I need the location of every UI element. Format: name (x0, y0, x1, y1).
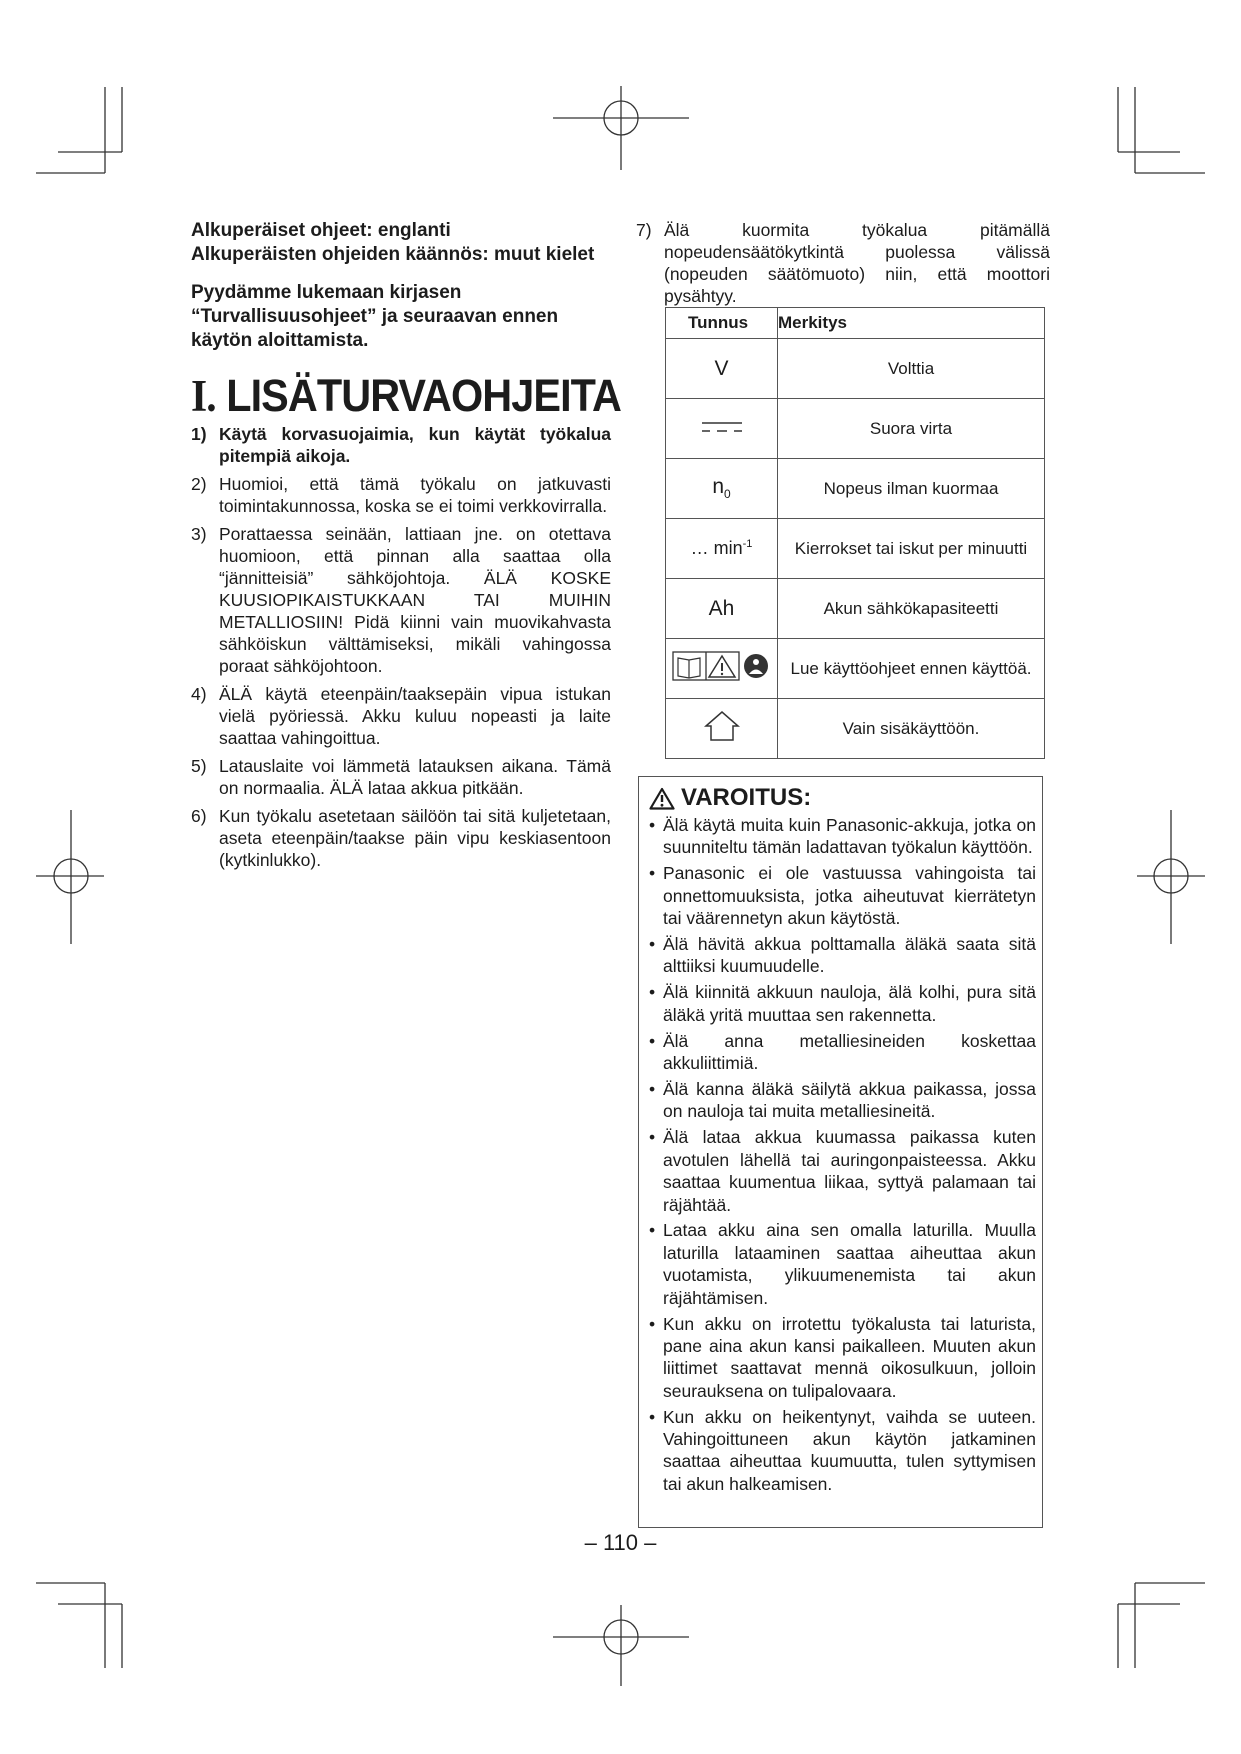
right-column-top (636, 219, 1050, 307)
house-icon (702, 709, 742, 743)
header-meaning: Merkitys (778, 308, 1045, 339)
section-roman: I. (191, 371, 216, 421)
table-row (666, 459, 1045, 519)
item-text: Latauslaite voi lämmetä latauksen aikana. Tämä on normaalia. ÄLÄ lataa akkua pitkään. (219, 756, 611, 798)
warning-list (649, 814, 1036, 1495)
table-row (666, 519, 1045, 579)
list-item (191, 805, 611, 871)
table-row (666, 339, 1045, 399)
item-number: 3) (191, 524, 207, 544)
page-number: – 110 – (584, 1530, 657, 1555)
item-text: Kun työkalu asetetaan säilöön tai sitä kuljetetaan, aseta eteenpäin/taakse päin vipu keskiasentoon (kytkinlukko). (219, 806, 611, 870)
direct-current-icon (666, 399, 778, 459)
item-text: Käytä korvasuojaimia, kun käytät työkalua pitempiä aikoja. (219, 424, 611, 466)
per-minute-symbol (666, 519, 778, 579)
meaning-cell: Lue käyttöohjeet ennen käyttöä. (778, 639, 1045, 699)
per-minute-exponent: -1 (742, 538, 753, 550)
safety-list (191, 423, 611, 871)
read-manual-icons (666, 639, 778, 699)
meaning-cell: Volttia (778, 339, 1045, 399)
list-item: • Lataa akku aina sen omalla laturilla. Muulla laturilla lataaminen saattaa aiheuttaa akun vuotamista, ylikuumenemista tai akun räjähtämisen. (649, 1219, 1036, 1309)
list-item (191, 683, 611, 749)
original-instructions-line: Alkuperäiset ohjeet: englanti (191, 220, 451, 241)
header-symbol: Tunnus (666, 308, 778, 339)
symbol-table (665, 307, 1045, 759)
section-title-text: LISÄTURVAOHJEITA (226, 370, 621, 421)
list-item (191, 755, 611, 799)
list-item: • Kun akku on heikentynyt, vaihda se uuteen. Vahingoittuneen akun käytön jatkaminen saattaa aiheuttaa kuumuutta, tulen syttymisen tai akun halkeamisen. (649, 1406, 1036, 1496)
table-row (666, 639, 1045, 699)
warning-title-text: VAROITUS: (681, 784, 812, 811)
direct-current-icon-graphic (700, 419, 744, 435)
list-item: • Älä kiinnitä akkuun nauloja, älä kolhi, pura sitä äläkä yritä muuttaa sen rakennetta. (649, 981, 1036, 1026)
item-number: 5) (191, 756, 207, 776)
table-header-row (666, 308, 1045, 339)
indoor-use-icon (666, 699, 778, 759)
meaning-cell: Akun sähkökapasiteetti (778, 579, 1045, 639)
item-number: 4) (191, 684, 207, 704)
item-number: 6) (191, 806, 207, 826)
list-item (191, 473, 611, 517)
list-item: • Panasonic ei ole vastuussa vahingoista tai onnettomuuksista, jotka aiheutuvat kierrätetyn tai väärennetyn akun käytöstä. (649, 862, 1036, 929)
item-number: 7) (636, 220, 652, 240)
section-title (191, 370, 621, 421)
ampere-hour-symbol: Ah (666, 579, 778, 639)
item-number: 2) (191, 474, 207, 494)
item-text: Älä kuormita työkalua pitämällä nopeudensäätökytkintä puolessa välissä (nopeuden säätömuoto) niin, että moottori pysähtyy. (664, 220, 1050, 306)
warning-triangle-icon (649, 787, 675, 810)
list-item: • Älä hävitä akkua polttamalla äläkä saata sitä alttiiksi kuumuudelle. (649, 933, 1036, 978)
warning-box (638, 776, 1043, 1528)
item-text: Porattaessa seinään, lattiaan jne. on otettava huomioon, että pinnan alla saattaa olla “jännitteisiä” sähköjohtoja. ÄLÄ KOSKE KUUSIOPIKAISTUKKAAN TAI MUIHIN METALLIOSIIN! Pidä kiinni vain muovikahvasta sähköiskun välttämiseksi, mikäli vahingossa poraat sähköjohtoon. (219, 524, 611, 676)
list-item (191, 523, 611, 677)
read-manual-warning-icon (672, 649, 772, 683)
list-item-7 (636, 219, 1050, 307)
list-item: • Kun akku on irrotettu työkalusta tai laturista, pane aina akun kansi paikalleen. Muuten akun liittimet saattavat mennä oikosulkuun, jolloin seurauksena on tulipalovaara. (649, 1313, 1036, 1403)
list-item: • Älä kanna äläkä säilytä akkua paikassa, jossa on nauloja tai muita metalliesineitä. (649, 1078, 1036, 1123)
item-text: ÄLÄ käytä eteenpäin/taaksepäin vipua istukan vielä pyöriessä. Akku kuluu nopeasti ja laite saattaa vahingoittua. (219, 684, 611, 748)
symbol-volt: V (666, 339, 778, 399)
no-load-speed-symbol: $n_0$ (666, 459, 778, 519)
table-row (666, 699, 1045, 759)
list-item (191, 423, 611, 467)
intro-text: Pyydämme lukemaan kirjasen “Turvallisuusohjeet” ja seuraavan ennen käytön aloittamista. (191, 282, 559, 351)
translation-line: Alkuperäisten ohjeiden käännös: muut kielet (191, 244, 595, 265)
item-text: Huomioi, että tämä työkalu on jatkuvasti toimintakunnossa, koska se ei toimi verkkovirralla. (219, 474, 611, 516)
list-item: • Älä käytä muita kuin Panasonic-akkuja, jotka on suunniteltu tämän ladattavan työkalun käyttöön. (649, 814, 1036, 859)
meaning-cell: Nopeus ilman kuormaa (778, 459, 1045, 519)
item-number: 1) (191, 424, 207, 444)
meaning-cell: Vain sisäkäyttöön. (778, 699, 1045, 759)
meaning-cell: Kierrokset tai iskut per minuutti (778, 519, 1045, 579)
left-column (191, 219, 621, 877)
table-row (666, 399, 1045, 459)
per-minute-main: … min (690, 538, 743, 558)
table-row (666, 579, 1045, 639)
list-item: • Älä anna metalliesineiden koskettaa akkuliittimiä. (649, 1030, 1036, 1075)
list-item: • Älä lataa akkua kuumassa paikassa kuten avotulen lähellä tai auringonpaisteessa. Akku saattaa kuumentua liikaa, syttyä palamaan tai räjähtää. (649, 1126, 1036, 1216)
meaning-cell: Suora virta (778, 399, 1045, 459)
warning-title (649, 783, 1036, 813)
